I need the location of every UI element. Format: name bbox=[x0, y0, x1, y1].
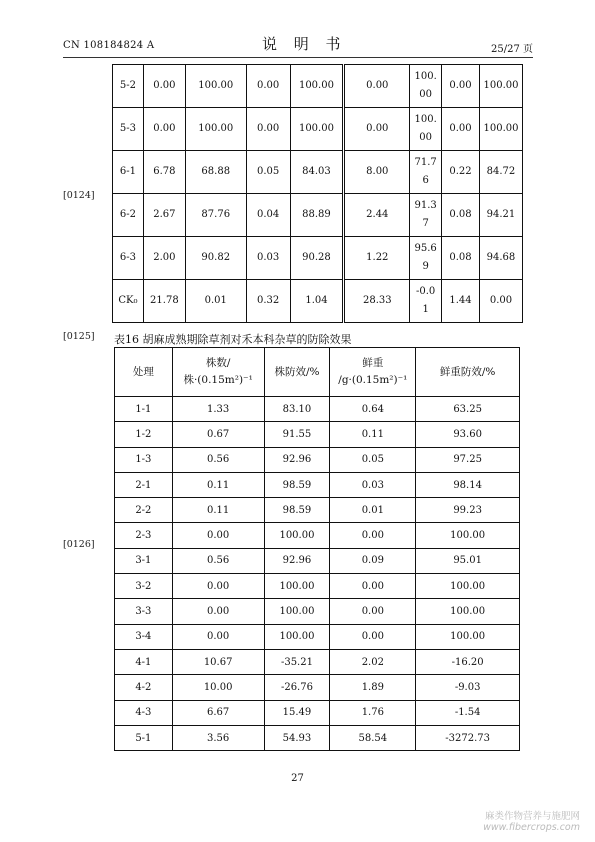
table-cell: 0.00 bbox=[344, 108, 410, 151]
table-cell: 63.25 bbox=[416, 397, 520, 422]
table-cell: 0.09 bbox=[330, 548, 416, 573]
header-fresh-weight-control: 鲜重防效/% bbox=[416, 348, 520, 397]
table-cell: 88.89 bbox=[290, 194, 344, 237]
table-cell: 54.93 bbox=[264, 725, 330, 750]
table-cell: -0.01 bbox=[410, 280, 442, 323]
table-cell: 71.76 bbox=[410, 151, 442, 194]
table-cell: 0.08 bbox=[442, 237, 480, 280]
table-cell: 2-2 bbox=[115, 498, 173, 523]
table-cell: 99.23 bbox=[416, 498, 520, 523]
watermark-url: www.fibercrops.com bbox=[483, 822, 580, 833]
table-cell: 2-3 bbox=[115, 523, 173, 548]
table-cell: 0.00 bbox=[330, 624, 416, 649]
weed-control-table bbox=[114, 347, 520, 751]
table-cell: 100.00 bbox=[264, 574, 330, 599]
table-cell: 0.00 bbox=[479, 280, 522, 323]
table-cell: 94.21 bbox=[479, 194, 522, 237]
table-caption: 表16 胡麻成熟期除草剂对禾本科杂草的防除效果 bbox=[114, 333, 352, 346]
table-cell: -26.76 bbox=[264, 675, 330, 700]
table-cell: 5-2 bbox=[113, 65, 144, 108]
table-cell: 0.01 bbox=[185, 280, 246, 323]
table-cell: 3-2 bbox=[115, 574, 173, 599]
table-row bbox=[115, 472, 520, 497]
paragraph-number-0125: [0125] bbox=[63, 331, 95, 342]
table-cell: 2.44 bbox=[344, 194, 410, 237]
table-cell: 0.67 bbox=[172, 422, 264, 447]
table-cell: 1-3 bbox=[115, 447, 173, 472]
table-row bbox=[115, 498, 520, 523]
header-plant-count bbox=[172, 348, 264, 397]
table-cell: 0.00 bbox=[330, 523, 416, 548]
table-row bbox=[115, 675, 520, 700]
table-row bbox=[113, 237, 523, 280]
patent-number: CN 108184824 A bbox=[63, 40, 155, 51]
table-cell: 0.08 bbox=[442, 194, 480, 237]
table-cell: 3.56 bbox=[172, 725, 264, 750]
table-cell: 1.04 bbox=[290, 280, 344, 323]
table-cell: 1-2 bbox=[115, 422, 173, 447]
table-cell: 83.10 bbox=[264, 397, 330, 422]
table-cell: 6-3 bbox=[113, 237, 144, 280]
header-plant-count-line2: 株·(0.15m²)⁻¹ bbox=[183, 374, 253, 386]
table-cell: 68.88 bbox=[185, 151, 246, 194]
table-cell: 2.00 bbox=[143, 237, 185, 280]
table-cell: 100.00 bbox=[185, 108, 246, 151]
paragraph-number-0126: [0126] bbox=[63, 539, 95, 550]
table-cell: 100.00 bbox=[410, 108, 442, 151]
table-cell: 95.69 bbox=[410, 237, 442, 280]
table-cell: 92.96 bbox=[264, 447, 330, 472]
table-cell: 98.14 bbox=[416, 472, 520, 497]
table-row bbox=[115, 599, 520, 624]
table-cell: 10.00 bbox=[172, 675, 264, 700]
table-cell: 0.00 bbox=[172, 624, 264, 649]
table-cell: 58.54 bbox=[330, 725, 416, 750]
table-header-row bbox=[115, 348, 520, 397]
table-row bbox=[113, 280, 523, 323]
table-cell: 10.67 bbox=[172, 649, 264, 674]
table-cell: 0.00 bbox=[143, 108, 185, 151]
table-cell: 100.00 bbox=[290, 108, 344, 151]
table-cell: 0.56 bbox=[172, 447, 264, 472]
table-cell: 0.11 bbox=[172, 498, 264, 523]
table-cell: 4-2 bbox=[115, 675, 173, 700]
table-cell: 5-3 bbox=[113, 108, 144, 151]
table-cell: 0.00 bbox=[143, 65, 185, 108]
header-plant-count-line1: 株数/ bbox=[205, 357, 231, 369]
table-cell: 87.76 bbox=[185, 194, 246, 237]
table-cell: 1.76 bbox=[330, 700, 416, 725]
table-cell: 100.00 bbox=[416, 599, 520, 624]
table-cell: 6.78 bbox=[143, 151, 185, 194]
table-cell: 0.00 bbox=[246, 65, 290, 108]
table-cell: 100.00 bbox=[416, 574, 520, 599]
table-cell: 0.11 bbox=[330, 422, 416, 447]
table-row bbox=[115, 422, 520, 447]
table-cell: -1.54 bbox=[416, 700, 520, 725]
table-row bbox=[115, 548, 520, 573]
header-plant-control: 株防效/% bbox=[264, 348, 330, 397]
table-cell: CK₀ bbox=[113, 280, 144, 323]
table-cell: 0.00 bbox=[442, 108, 480, 151]
table-cell: 6-2 bbox=[113, 194, 144, 237]
table-row bbox=[115, 624, 520, 649]
table-cell: 2.02 bbox=[330, 649, 416, 674]
table-cell: 100.00 bbox=[479, 65, 522, 108]
table-cell: 0.56 bbox=[172, 548, 264, 573]
table-cell: 98.59 bbox=[264, 498, 330, 523]
table-cell: 0.05 bbox=[246, 151, 290, 194]
table-cell: 100.00 bbox=[264, 624, 330, 649]
table-cell: 0.03 bbox=[330, 472, 416, 497]
watermark-text: 麻类作物营养与施肥网 bbox=[484, 811, 580, 822]
table-cell: 100.00 bbox=[416, 523, 520, 548]
table-cell: 8.00 bbox=[344, 151, 410, 194]
header-fresh-weight bbox=[330, 348, 416, 397]
table-cell: 5-1 bbox=[115, 725, 173, 750]
table-cell: 95.01 bbox=[416, 548, 520, 573]
table-cell: 84.72 bbox=[479, 151, 522, 194]
table-row bbox=[113, 108, 523, 151]
table-cell: -9.03 bbox=[416, 675, 520, 700]
table-cell: 98.59 bbox=[264, 472, 330, 497]
table-cell: 100.00 bbox=[416, 624, 520, 649]
page-indicator: 25/27 页 bbox=[491, 44, 533, 55]
table-cell: 6-1 bbox=[113, 151, 144, 194]
table-cell: 100.00 bbox=[185, 65, 246, 108]
table-cell: 1.33 bbox=[172, 397, 264, 422]
table-cell: 1.89 bbox=[330, 675, 416, 700]
header-rule bbox=[63, 57, 533, 58]
table-cell: 4-3 bbox=[115, 700, 173, 725]
table-cell: 0.05 bbox=[330, 447, 416, 472]
table-cell: 100.00 bbox=[479, 108, 522, 151]
table-cell: 100.00 bbox=[410, 65, 442, 108]
table-cell: 0.64 bbox=[330, 397, 416, 422]
table-row bbox=[113, 151, 523, 194]
table-cell: 0.11 bbox=[172, 472, 264, 497]
header-treatment: 处理 bbox=[115, 348, 173, 397]
table-cell: 84.03 bbox=[290, 151, 344, 194]
table-cell: 28.33 bbox=[344, 280, 410, 323]
table-cell: 91.55 bbox=[264, 422, 330, 447]
page-number: 27 bbox=[291, 773, 304, 784]
table-cell: 91.37 bbox=[410, 194, 442, 237]
table-cell: 0.01 bbox=[330, 498, 416, 523]
table-row bbox=[115, 700, 520, 725]
table-row bbox=[115, 574, 520, 599]
table-cell: 3-1 bbox=[115, 548, 173, 573]
table-cell: 15.49 bbox=[264, 700, 330, 725]
table-cell: 0.22 bbox=[442, 151, 480, 194]
table-cell: 3-4 bbox=[115, 624, 173, 649]
table-cell: 4-1 bbox=[115, 649, 173, 674]
table-cell: 21.78 bbox=[143, 280, 185, 323]
paragraph-number-0124: [0124] bbox=[63, 190, 95, 201]
table-cell: 0.00 bbox=[246, 108, 290, 151]
table-cell: 0.00 bbox=[172, 599, 264, 624]
table-row bbox=[115, 523, 520, 548]
table-cell: 3-3 bbox=[115, 599, 173, 624]
table-row bbox=[115, 447, 520, 472]
table-cell: -3272.73 bbox=[416, 725, 520, 750]
table-cell: 0.00 bbox=[172, 523, 264, 548]
table-cell: 2-1 bbox=[115, 472, 173, 497]
table-cell: 0.32 bbox=[246, 280, 290, 323]
header-fresh-weight-line1: 鲜重 bbox=[362, 357, 384, 369]
data-table-continued bbox=[112, 64, 523, 323]
table-cell: 94.68 bbox=[479, 237, 522, 280]
document-title: 说 明 书 bbox=[262, 35, 347, 53]
table-cell: -16.20 bbox=[416, 649, 520, 674]
table-cell: 0.04 bbox=[246, 194, 290, 237]
table-cell: 0.00 bbox=[330, 599, 416, 624]
table-cell: 1-1 bbox=[115, 397, 173, 422]
table-cell: 100.00 bbox=[290, 65, 344, 108]
table-cell: 92.96 bbox=[264, 548, 330, 573]
table-cell: 90.82 bbox=[185, 237, 246, 280]
table-cell: 93.60 bbox=[416, 422, 520, 447]
table-cell: 0.00 bbox=[344, 65, 410, 108]
table-row bbox=[115, 649, 520, 674]
table-cell: 2.67 bbox=[143, 194, 185, 237]
table-row bbox=[115, 397, 520, 422]
table-cell: 1.22 bbox=[344, 237, 410, 280]
table-cell: -35.21 bbox=[264, 649, 330, 674]
table-cell: 1.44 bbox=[442, 280, 480, 323]
table-cell: 100.00 bbox=[264, 599, 330, 624]
table-cell: 0.00 bbox=[172, 574, 264, 599]
table-cell: 6.67 bbox=[172, 700, 264, 725]
table-cell: 0.03 bbox=[246, 237, 290, 280]
table-cell: 0.00 bbox=[442, 65, 480, 108]
table-cell: 0.00 bbox=[330, 574, 416, 599]
table-row bbox=[115, 725, 520, 750]
table-row bbox=[113, 65, 523, 108]
table-cell: 97.25 bbox=[416, 447, 520, 472]
table-cell: 90.28 bbox=[290, 237, 344, 280]
header-fresh-weight-line2: /g·(0.15m²)⁻¹ bbox=[338, 374, 408, 386]
table-row bbox=[113, 194, 523, 237]
table-cell: 100.00 bbox=[264, 523, 330, 548]
